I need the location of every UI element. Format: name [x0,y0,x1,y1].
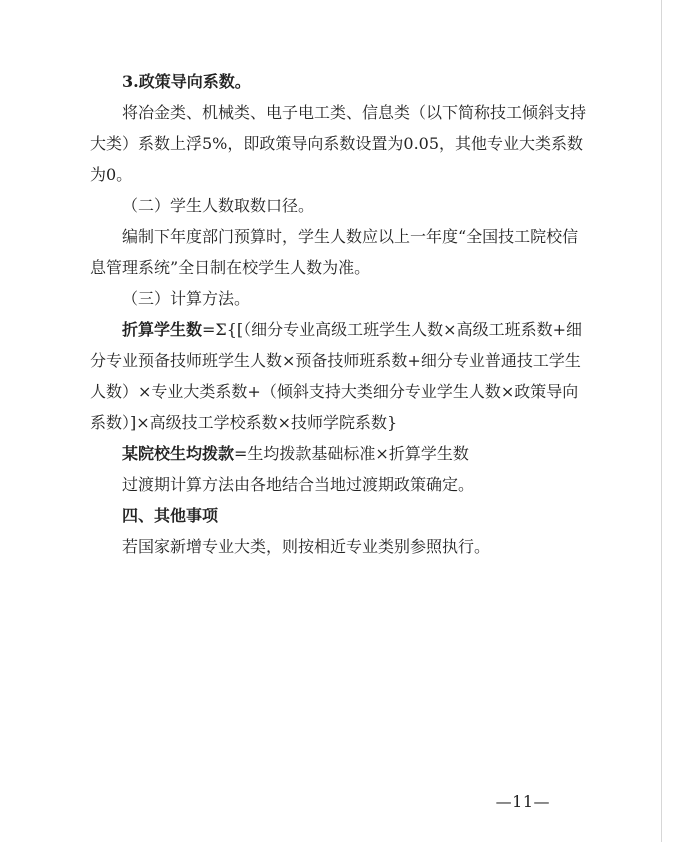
section-3-title: 3.政策导向系数。 [122,72,251,91]
section-3-body: 将冶金类、机械类、电子电工类、信息类（以下简称技工倾斜支持大类）系数上浮5%，即政策导向系数设置为0.05，其他专业大类系数为0。 [90,103,587,184]
document-content [90,66,586,562]
section-3-label: （三）计算方法。 [122,289,251,308]
formula-paragraph [90,314,586,438]
page-edge-divider [661,0,662,842]
section-2-label: （二）学生人数取数口径。 [122,196,315,215]
section-4-body: 若国家新增专业大类，则按相近专业类别参照执行。 [122,537,491,556]
section-2-body: 编制下年度部门预算时，学生人数应以上一年度“全国技工院校信息管理系统”全日制在校学生人数为准。 [90,227,579,277]
allocation-label: 某院校生均拨款 [122,444,235,463]
formula-label: 折算学生数 [122,320,203,339]
transition-text: 过渡期计算方法由各地结合当地过渡期政策确定。 [122,475,475,494]
page-number: —11— [495,792,550,811]
allocation-text: =生均拨款基础标准×折算学生数 [234,444,469,463]
allocation-paragraph [90,438,586,469]
formula-text: =Σ{[（细分专业高级工班学生人数×高级工班系数+细分专业预备技师班学生人数×预备技师班系数+细分专业普通技工学生人数）×专业大类系数+（倾斜支持大类细分专业学生人数×政策导向系数）]×高级技工学校系数×技师学院系数} [90,320,582,432]
section-4-title: 四、其他事项 [122,506,219,525]
